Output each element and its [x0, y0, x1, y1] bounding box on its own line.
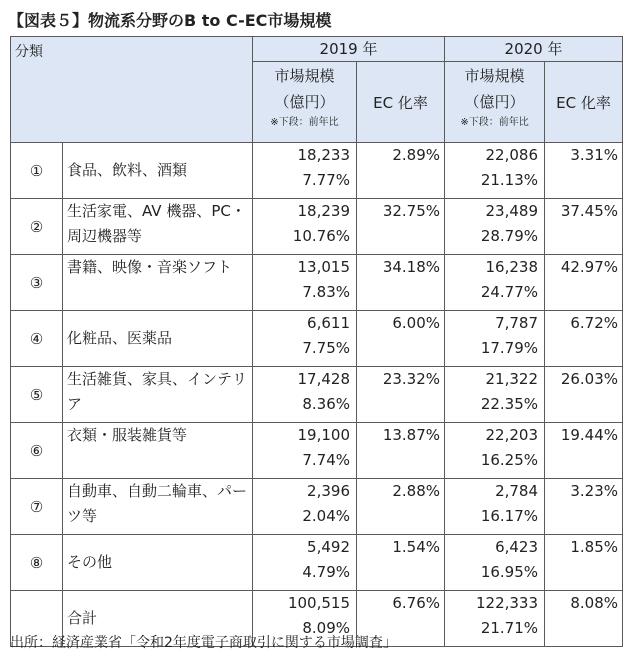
ec-rate-2020: 3.31%: [545, 143, 623, 199]
growth-2019: 7.77%: [302, 171, 350, 189]
year-2020-header: 2020 年: [445, 37, 623, 62]
source-note: 出所：経済産業省「令和2年度電子商取引に関する市場調査」: [10, 635, 397, 651]
table-row: [11, 255, 623, 311]
category-name: その他: [63, 535, 253, 591]
growth-2020: 16.17%: [480, 507, 539, 525]
ec-rate-2019: 6.76%: [357, 591, 445, 647]
ec-rate-2020: 8.08%: [545, 591, 623, 647]
value-2019: [253, 311, 357, 367]
table-row: [11, 423, 623, 479]
market-size-2020: 7,787: [495, 314, 539, 332]
market-size-2020: 122,333: [475, 594, 539, 612]
category-name: 化粧品、医薬品: [63, 311, 253, 367]
ec-market-table: [10, 36, 623, 647]
growth-2020: 22.35%: [480, 395, 539, 413]
market-size-2019: 6,611: [307, 314, 350, 332]
value-2020: [445, 255, 545, 311]
growth-2019: 7.74%: [302, 451, 350, 469]
market-size-label: 市場規模: [464, 67, 525, 85]
market-size-2020: 16,238: [485, 258, 539, 276]
ec-rate-2019: 32.75%: [357, 199, 445, 255]
value-2020: [445, 367, 545, 423]
note-label: ※下段：前年比: [460, 117, 529, 128]
total-label: 合計: [63, 591, 253, 647]
market-size-label: 市場規模: [274, 67, 335, 85]
growth-2019: 7.75%: [302, 339, 350, 357]
growth-2019: 7.83%: [302, 283, 350, 301]
table-row: [11, 367, 623, 423]
table-row: [11, 535, 623, 591]
value-2019: [253, 535, 357, 591]
row-number: ④: [11, 311, 63, 367]
unit-label: （億円）: [274, 93, 335, 111]
growth-2020: 21.13%: [480, 171, 539, 189]
category-name: 衣類・服装雑貨等: [63, 423, 253, 479]
table-row: [11, 199, 623, 255]
category-name: 自動車、自動二輪車、パーツ等: [63, 479, 253, 535]
growth-2019: 4.79%: [302, 563, 350, 581]
growth-2020: 16.25%: [480, 451, 539, 469]
value-2020: [445, 143, 545, 199]
value-2019: [253, 367, 357, 423]
page-title: 【図表５】物流系分野のB to C-EC市場規模: [8, 11, 332, 30]
value-2019: [253, 199, 357, 255]
ec-rate-2019: 1.54%: [357, 535, 445, 591]
ec-rate-2020: 26.03%: [545, 367, 623, 423]
market-size-2019: 18,233: [297, 146, 350, 164]
ec-rate-2020: 3.23%: [545, 479, 623, 535]
row-number: ⑤: [11, 367, 63, 423]
value-2020: [445, 423, 545, 479]
market-size-2020: 2,784: [495, 482, 539, 500]
category-name: 生活雑貨、家具、インテリア: [63, 367, 253, 423]
row-number: ⑦: [11, 479, 63, 535]
category-name: 食品、飲料、酒類: [63, 143, 253, 199]
market-size-2019: 5,492: [307, 538, 350, 556]
ec-rate-2020: 19.44%: [545, 423, 623, 479]
growth-2020: 16.95%: [480, 563, 539, 581]
row-number: ⑧: [11, 535, 63, 591]
market-size-2019: 100,515: [287, 594, 350, 612]
table-row: [11, 311, 623, 367]
market-size-header-2019: [253, 62, 357, 143]
market-size-2020: 23,489: [485, 202, 539, 220]
value-2019: [253, 479, 357, 535]
growth-2020: 28.79%: [480, 227, 539, 245]
table-row: [11, 143, 623, 199]
growth-2020: 24.77%: [480, 283, 539, 301]
ec-rate-2019: 2.89%: [357, 143, 445, 199]
ec-rate-header-2019: EC 化率: [357, 62, 445, 143]
value-2019: [253, 255, 357, 311]
row-number: ⑥: [11, 423, 63, 479]
value-2020: [445, 199, 545, 255]
market-size-2019: 2,396: [307, 482, 350, 500]
value-2019: [253, 423, 357, 479]
market-size-2019: 13,015: [297, 258, 350, 276]
ec-rate-2020: 1.85%: [545, 535, 623, 591]
year-2019-header: 2019 年: [253, 37, 445, 62]
market-size-2020: 22,203: [485, 426, 539, 444]
ec-rate-2020: 42.97%: [545, 255, 623, 311]
ec-rate-2019: 23.32%: [357, 367, 445, 423]
unit-label: （億円）: [464, 93, 525, 111]
row-number: ③: [11, 255, 63, 311]
row-number: ②: [11, 199, 63, 255]
table-row: [11, 479, 623, 535]
growth-2020: 17.79%: [480, 339, 539, 357]
ec-rate-2019: 6.00%: [357, 311, 445, 367]
market-size-2019: 18,239: [297, 202, 350, 220]
growth-2019: 8.36%: [302, 395, 350, 413]
ec-rate-header-2020: EC 化率: [545, 62, 623, 143]
category-header: 分類: [11, 37, 253, 143]
market-size-2019: 19,100: [297, 426, 350, 444]
growth-2019: 8.09%: [302, 619, 350, 637]
value-2020: [445, 591, 545, 647]
row-number: ①: [11, 143, 63, 199]
market-size-header-2020: [445, 62, 545, 143]
category-name: 書籍、映像・音楽ソフト: [63, 255, 253, 311]
category-name: 生活家電、AV 機器、PC・周辺機器等: [63, 199, 253, 255]
market-size-2019: 17,428: [297, 370, 350, 388]
ec-rate-2019: 2.88%: [357, 479, 445, 535]
value-2019: [253, 143, 357, 199]
ec-rate-2019: 13.87%: [357, 423, 445, 479]
ec-rate-2020: 37.45%: [545, 199, 623, 255]
growth-2019: 2.04%: [302, 507, 350, 525]
value-2020: [445, 535, 545, 591]
value-2020: [445, 479, 545, 535]
market-size-2020: 21,322: [485, 370, 539, 388]
market-size-2020: 6,423: [495, 538, 539, 556]
ec-rate-2020: 6.72%: [545, 311, 623, 367]
growth-2020: 21.71%: [480, 619, 539, 637]
growth-2019: 10.76%: [292, 227, 350, 245]
market-size-2020: 22,086: [485, 146, 539, 164]
note-label: ※下段：前年比: [270, 117, 339, 128]
ec-rate-2019: 34.18%: [357, 255, 445, 311]
value-2020: [445, 311, 545, 367]
